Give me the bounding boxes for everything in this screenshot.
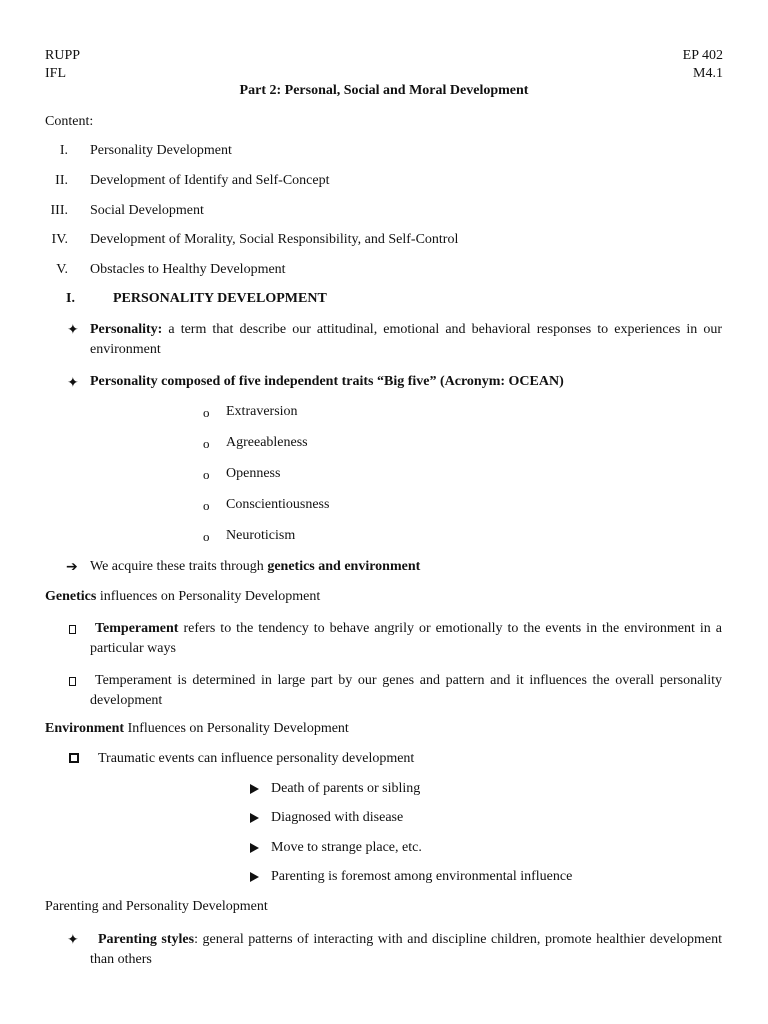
toc-item: Social Development — [90, 203, 204, 218]
arrowhead-bullet-icon — [250, 813, 259, 823]
section-number: I. — [66, 291, 75, 306]
environment-bold: Environment — [45, 721, 125, 736]
four-pointed-star-bullet-icon: ✦ — [67, 932, 79, 948]
trait-item: Conscientiousness — [226, 497, 330, 512]
acquire-bold: genetics and environment — [267, 559, 421, 574]
header-course-code: EP 402 — [682, 48, 723, 63]
environment-heading — [45, 721, 349, 737]
header-department: IFL — [45, 66, 66, 81]
header-institution: RUPP — [45, 48, 81, 63]
header-module: M4.1 — [693, 66, 723, 81]
toc-item: Development of Morality, Social Responsibility, and Self-Control — [90, 232, 459, 247]
section-heading: PERSONALITY DEVELOPMENT — [113, 291, 327, 306]
hollow-circle-bullet-icon: o — [203, 436, 210, 451]
trait-item: Neuroticism — [226, 528, 296, 543]
empty-square-bullet-icon — [69, 625, 76, 634]
acquire-prefix: We acquire these traits through — [90, 559, 268, 574]
toc-number: V. — [56, 262, 68, 277]
arrowhead-bullet-icon — [250, 843, 259, 853]
event-item: Death of parents or sibling — [271, 781, 421, 796]
event-item: Parenting is foremost among environmental influence — [271, 869, 573, 884]
parenting-styles-term: Parenting styles — [98, 932, 195, 947]
event-item: Diagnosed with disease — [271, 810, 404, 825]
toc-number: II. — [55, 173, 68, 188]
temperament-term: Temperament — [95, 621, 179, 636]
toc-number: III. — [50, 203, 68, 218]
parenting-heading: Parenting and Personality Development — [45, 899, 268, 914]
page-title: Part 2: Personal, Social and Moral Development — [239, 83, 529, 98]
empty-square-bullet-icon — [69, 753, 79, 763]
personality-def-text: a term that describe our attitudinal, emotional and behavioral responses to experiences in our environment — [90, 322, 722, 357]
hollow-circle-bullet-icon: o — [203, 529, 210, 544]
hollow-circle-bullet-icon: o — [203, 405, 210, 420]
toc-number: I. — [59, 143, 68, 158]
toc-number: IV. — [51, 232, 68, 247]
event-item: Move to strange place, etc. — [271, 840, 422, 855]
content-label: Content: — [45, 114, 94, 129]
toc-item: Personality Development — [90, 143, 232, 158]
trait-item: Openness — [226, 466, 281, 481]
environment-rest: Influences on Personality Development — [124, 721, 349, 736]
parenting-styles-text: : general patterns of interacting with and discipline children, promote healthier development than others — [90, 932, 722, 967]
trait-item: Extraversion — [226, 404, 298, 419]
genetics-heading — [45, 589, 320, 605]
big-five-heading: Personality composed of five independent traits “Big five” (Acronym: OCEAN) — [90, 374, 564, 389]
traumatic-events-text: Traumatic events can influence personality development — [98, 751, 415, 766]
acquire-traits-line — [90, 559, 420, 575]
four-pointed-star-bullet-icon: ✦ — [67, 375, 79, 391]
toc-item: Development of Identify and Self-Concept — [90, 173, 330, 188]
arrowhead-bullet-icon — [250, 872, 259, 882]
trait-item: Agreeableness — [226, 435, 308, 450]
toc-item: Obstacles to Healthy Development — [90, 262, 286, 277]
temperament-def-text: refers to the tendency to behave angrily or emotionally to the events in the environment in a particular ways — [90, 621, 722, 656]
temperament-definition — [90, 619, 722, 659]
personality-definition — [90, 320, 722, 360]
genetics-rest: influences on Personality Development — [96, 589, 321, 604]
right-arrow-icon: ➔ — [66, 559, 78, 575]
temperament-genes-text: Temperament is determined in large part by our genes and pattern and it influences the overall personality development — [90, 673, 722, 708]
hollow-circle-bullet-icon: o — [203, 467, 210, 482]
parenting-styles-definition — [90, 930, 722, 970]
personality-term: Personality: — [90, 322, 163, 337]
four-pointed-star-bullet-icon: ✦ — [67, 322, 79, 338]
hollow-circle-bullet-icon: o — [203, 498, 210, 513]
arrowhead-bullet-icon — [250, 784, 259, 794]
genetics-bold: Genetics — [45, 589, 97, 604]
empty-square-bullet-icon — [69, 677, 76, 686]
